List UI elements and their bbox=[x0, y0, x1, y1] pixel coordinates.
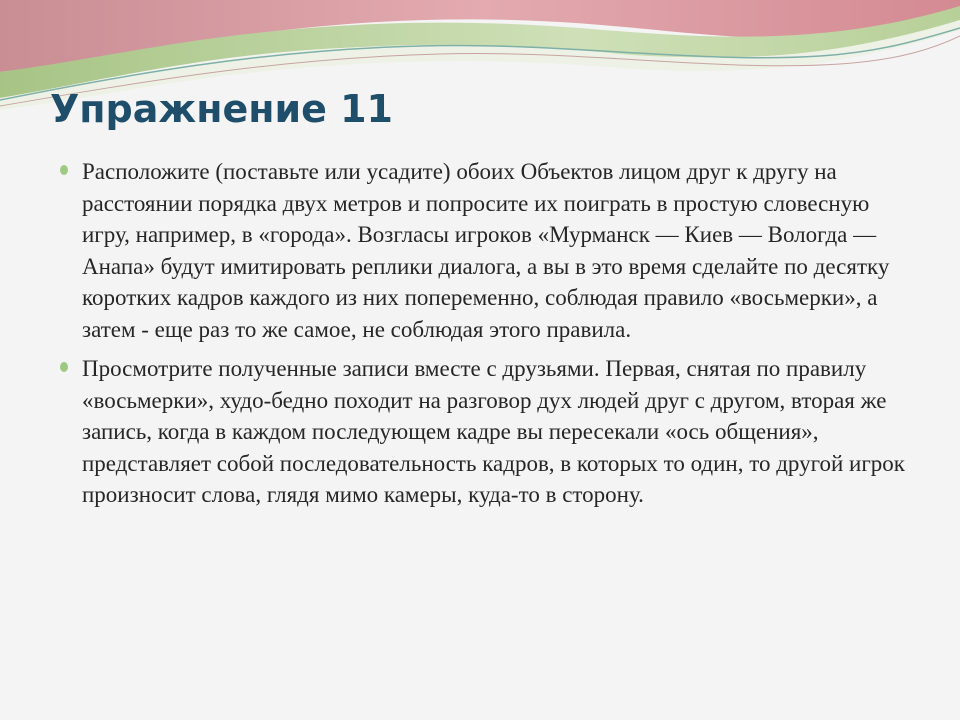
bullet-dot-icon bbox=[60, 165, 68, 175]
bullet-text: Расположите (поставьте или усадите) обоих Объектов лицом друг к другу на расстоянии порядка двух метров и попросите их поиграть в простую словесную игру, например, в «города». Возгласы игроков «Мурманск — Киев — Вологда — Анапа» будут имитировать реплики диалога, а вы в это время сделайте по десятку коротких кадров каждого из них попеременно, соблюдая правило «восьмерки», а затем - еще раз то же самое, не соблюдая этого правила. bbox=[82, 159, 890, 342]
bullet-dot-icon bbox=[60, 362, 68, 372]
bullet-item bbox=[60, 156, 910, 345]
slide-title: Упражнение 11 bbox=[50, 87, 394, 131]
bullet-list bbox=[60, 156, 910, 519]
bullet-text: Просмотрите полученные записи вместе с друзьями. Первая, снятая по правилу «восьмерки», худо-бедно походит на разговор дух людей друг с другом, вторая же запись, когда в каждом последующем кадре вы пересекали «ось общения», представляет собой последовательность кадров, в которых то один, то другой игрок произносит слова, глядя мимо камеры, куда-то в сторону. bbox=[82, 356, 905, 507]
bullet-item bbox=[60, 353, 910, 511]
